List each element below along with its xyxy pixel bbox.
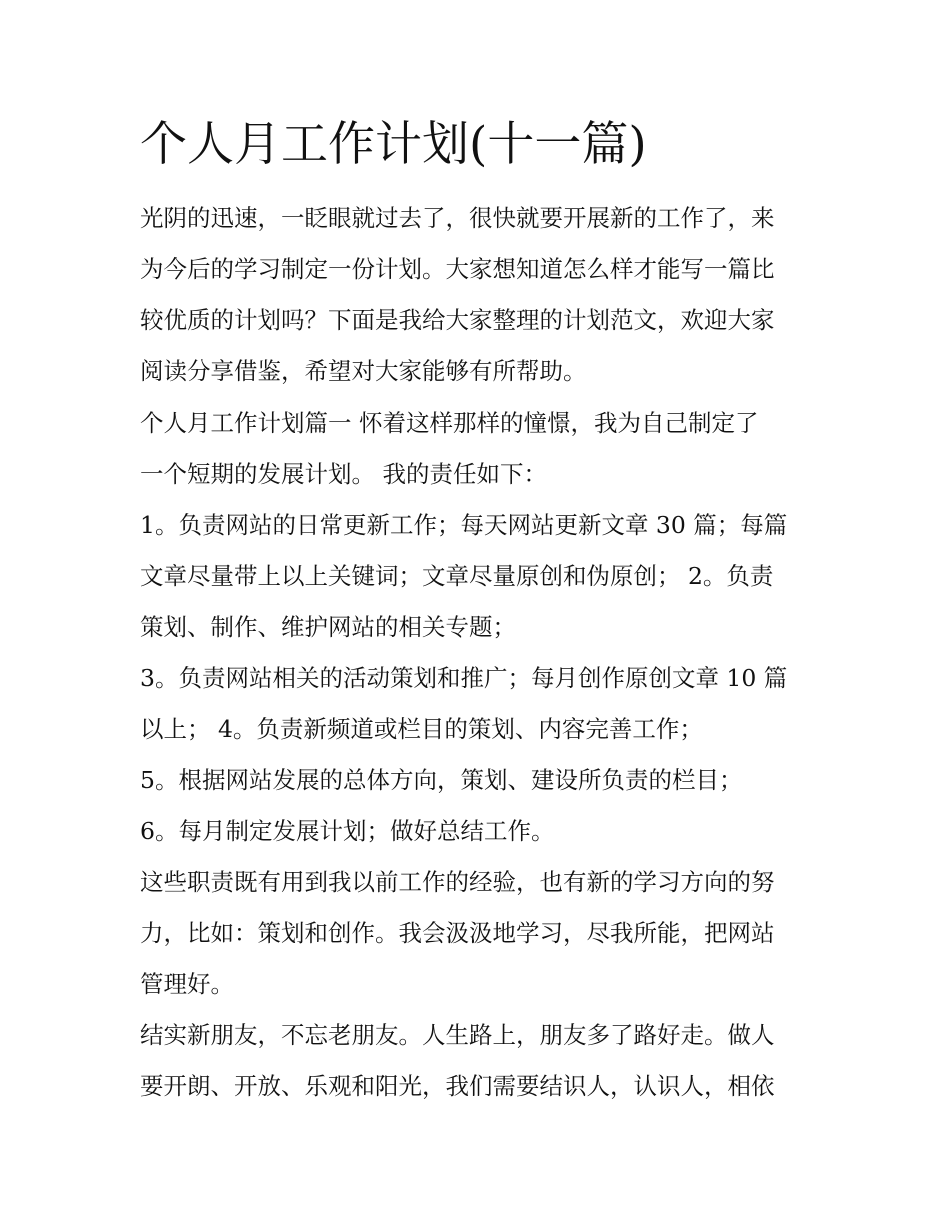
paragraph-line: 以上； 4。负责新频道或栏目的策划、内容完善工作；	[140, 715, 703, 743]
document-title: 个人月工作计划(十一篇)	[140, 117, 647, 172]
paragraph-line: 个人月工作计划篇一 怀着这样那样的憧憬，我为自己制定了	[140, 409, 759, 437]
paragraph-line: 光阴的迅速，一眨眼就过去了，很快就要开展新的工作了，来	[140, 204, 775, 232]
paragraph-line: 6。每月制定发展计划；做好总结工作。	[140, 817, 555, 845]
paragraph-line: 一个短期的发展计划。 我的责任如下：	[140, 460, 547, 488]
paragraph-line: 这些职责既有用到我以前工作的经验，也有新的学习方向的努	[140, 868, 775, 896]
paragraph-line: 3。负责网站相关的活动策划和推广；每月创作原创文章 10 篇	[140, 664, 788, 692]
paragraph-line: 结实新朋友，不忘老朋友。人生路上，朋友多了路好走。做人	[140, 1021, 775, 1049]
paragraph-line: 管理好。	[140, 970, 234, 998]
paragraph-line: 策划、制作、维护网站的相关专题；	[140, 613, 516, 641]
paragraph-line: 1。负责网站的日常更新工作；每天网站更新文章 30 篇；每篇	[140, 511, 788, 539]
paragraph-line: 为今后的学习制定一份计划。大家想知道怎么样才能写一篇比	[140, 255, 775, 283]
paragraph-line: 5。根据网站发展的总体方向，策划、建设所负责的栏目；	[140, 766, 743, 794]
paragraph-line: 文章尽量带上以上关键词；文章尽量原创和伪原创； 2。负责	[140, 562, 774, 590]
paragraph-line: 阅读分享借鉴，希望对大家能够有所帮助。	[140, 357, 587, 385]
paragraph-line: 较优质的计划吗？下面是我给大家整理的计划范文，欢迎大家	[140, 306, 775, 334]
paragraph-line: 力，比如：策划和创作。我会汲汲地学习，尽我所能，把网站	[140, 919, 775, 947]
paragraph-line: 要开朗、开放、乐观和阳光，我们需要结识人，认识人，相依	[140, 1072, 775, 1100]
